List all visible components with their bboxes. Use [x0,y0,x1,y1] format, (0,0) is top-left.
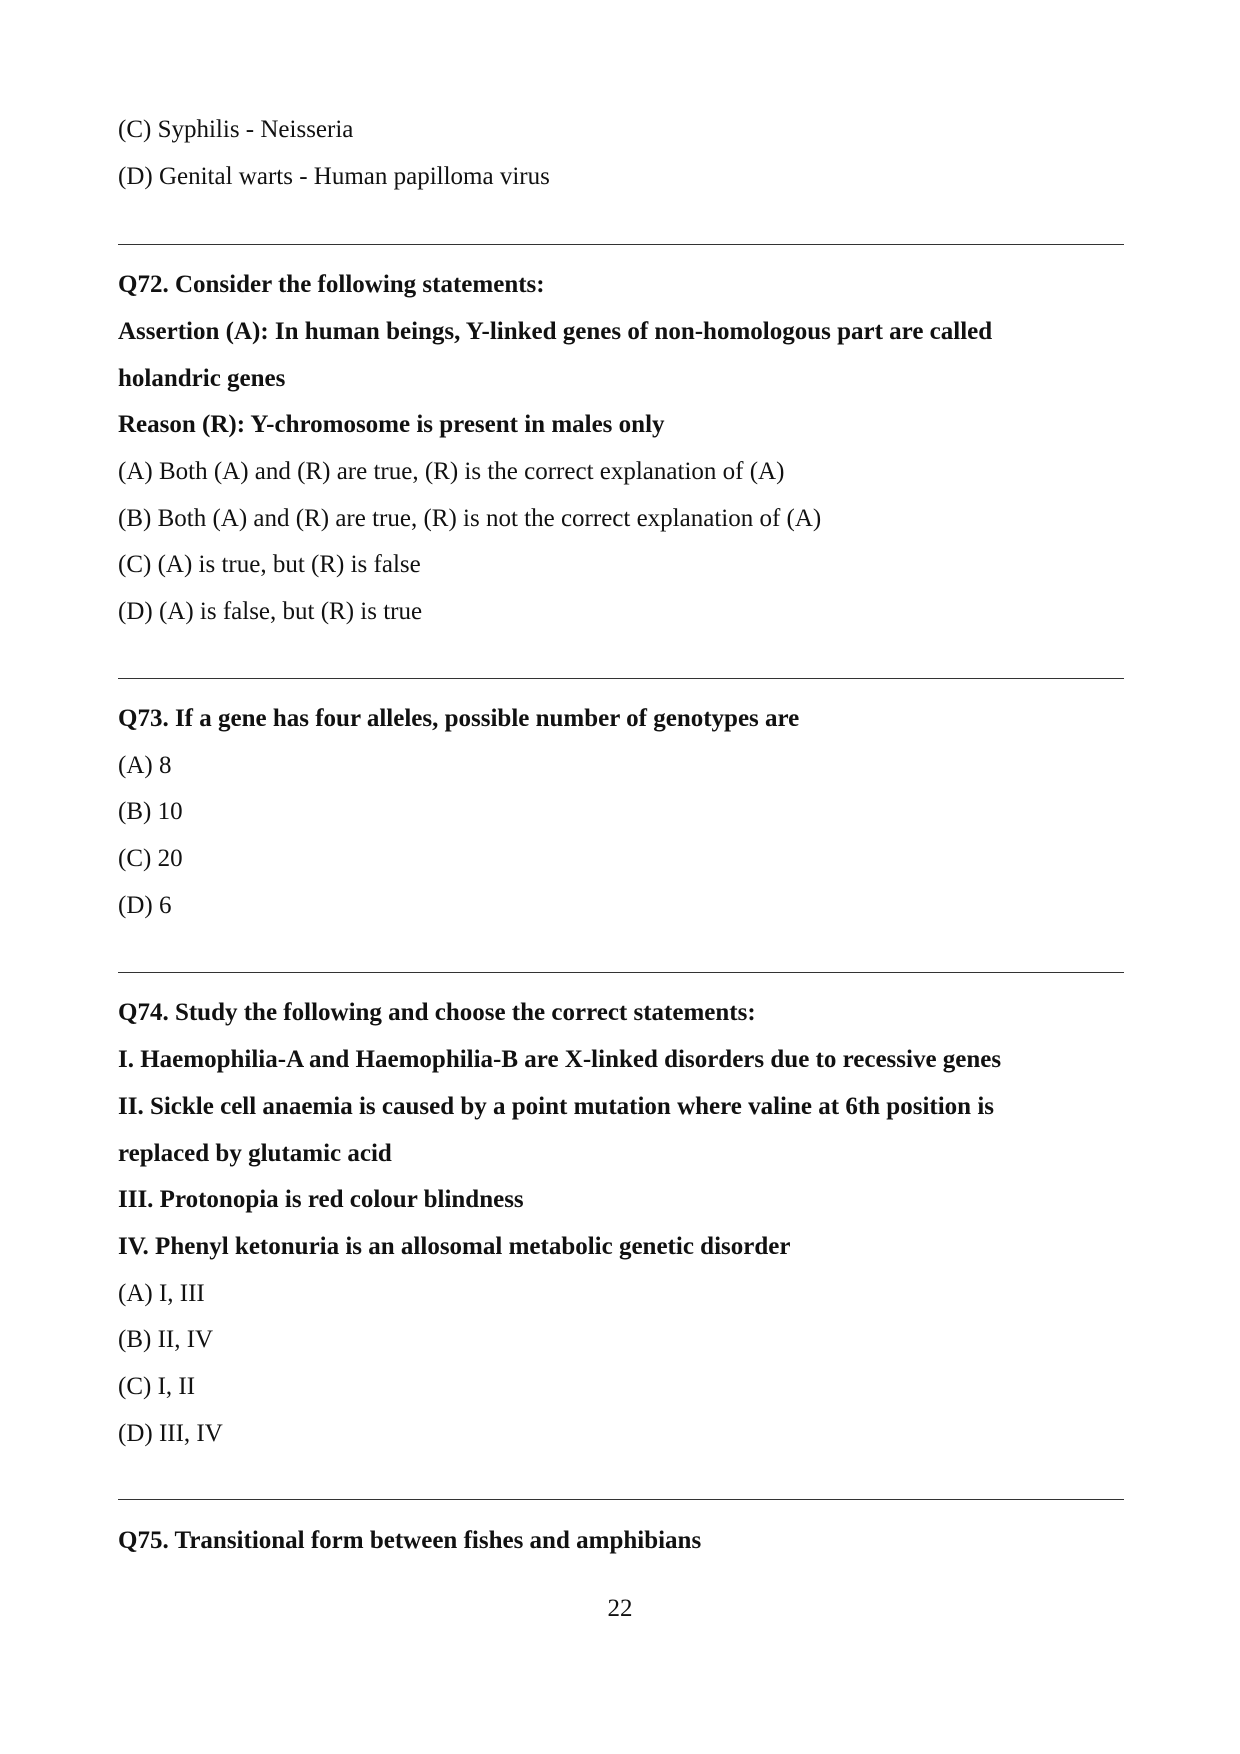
page-number: 22 [607,1595,633,1622]
q74-option-b: (B) II, IV [118,1326,214,1353]
q74-option-a: (A) I, III [118,1280,205,1307]
q72-option-b: (B) Both (A) and (R) are true, (R) is not the correct explanation of (A) [118,505,822,532]
q72-option-a: (A) Both (A) and (R) are true, (R) is the correct explanation of (A) [118,458,785,485]
q74-statement-3: III. Protonopia is red colour blindness [118,1186,524,1213]
q72-option-c: (C) (A) is true, but (R) is false [118,551,421,578]
divider [118,1499,1124,1500]
q74-statement-4: IV. Phenyl ketonuria is an allosomal metabolic genetic disorder [118,1233,791,1260]
q74-statement-2-line2: replaced by glutamic acid [118,1140,392,1167]
q72-title: Q72. Consider the following statements: [118,271,545,298]
q74-statement-1: I. Haemophilia-A and Haemophilia-B are X-linked disorders due to recessive genes [118,1046,1002,1073]
q74-option-d: (D) III, IV [118,1420,223,1447]
q73-option-b: (B) 10 [118,798,183,825]
divider [118,244,1124,245]
q71-option-d: (D) Genital warts - Human papilloma virus [118,163,550,190]
q73-option-c: (C) 20 [118,845,183,872]
q72-assertion-line1: Assertion (A): In human beings, Y-linked genes of non-homologous part are called [118,318,993,345]
q72-option-d: (D) (A) is false, but (R) is true [118,598,423,625]
divider [118,972,1124,973]
q73-option-d: (D) 6 [118,892,172,919]
q74-title: Q74. Study the following and choose the correct statements: [118,999,756,1026]
q72-assertion-line2: holandric genes [118,365,286,392]
q71-option-c: (C) Syphilis - Neisseria [118,116,354,143]
divider [118,678,1124,679]
q74-option-c: (C) I, II [118,1373,196,1400]
q72-reason: Reason (R): Y-chromosome is present in males only [118,411,665,438]
q74-statement-2-line1: II. Sickle cell anaemia is caused by a point mutation where valine at 6th position is [118,1093,994,1120]
q75-title: Q75. Transitional form between fishes and amphibians [118,1527,702,1554]
q73-title: Q73. If a gene has four alleles, possible number of genotypes are [118,705,800,732]
q73-option-a: (A) 8 [118,752,172,779]
